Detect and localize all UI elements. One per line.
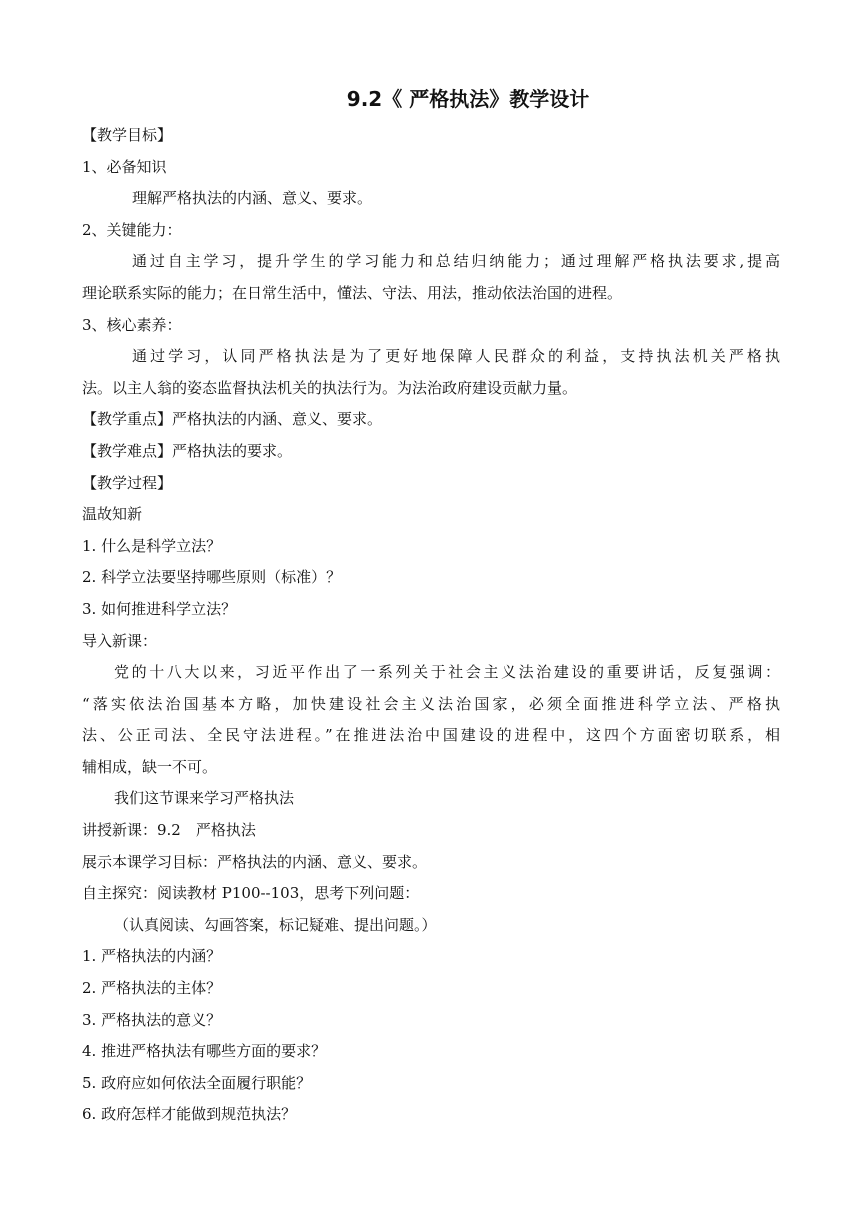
knowledge-text: 理解严格执法的内涵、意义、要求。 [132,189,373,208]
literacy-heading: 3、核心素养： [82,315,182,334]
document-title: 9.2《 严格执法》教学设计 [346,87,590,111]
study-question-3: 3. 严格执法的意义？ [82,1010,222,1029]
intro-heading: 导入新课： [82,631,158,650]
review-question-1: 1. 什么是科学立法？ [82,536,222,555]
study-question-1: 1. 严格执法的内涵？ [82,947,222,966]
ability-text-line-2: 理论联系实际的能力；在日常生活中，懂法、守法、用法，推动依法治国的进程。 [82,283,623,302]
process-heading: 【教学过程】 [82,473,173,492]
study-question-6: 6. 政府怎样才能做到规范执法？ [82,1105,297,1124]
new-lesson: 讲授新课：9.2 严格执法 [82,821,256,840]
learning-objectives: 展示本课学习目标：严格执法的内涵、意义、要求。 [82,852,428,871]
study-question-5: 5. 政府应如何依法全面履行职能？ [82,1073,312,1092]
review-heading: 温故知新 [82,505,143,524]
study-question-2: 2. 严格执法的主体？ [82,979,222,998]
difficulty: 【教学难点】严格执法的要求。 [82,441,293,460]
intro-text-line-1: 党的十八大以来，习近平作出了一系列关于社会主义法治建设的重要讲话，反复强调： [114,663,780,682]
intro-text-line-5: 我们这节课来学习严格执法 [114,789,295,808]
document-body [82,120,780,1131]
review-question-2: 2. 科学立法要坚持哪些原则（标准）？ [82,568,342,587]
goals-heading: 【教学目标】 [82,126,173,144]
review-question-3: 3. 如何推进科学立法？ [82,599,237,618]
literacy-text-line-2: 法。以主人翁的姿态监督执法机关的执法行为。为法治政府建设贡献力量。 [82,378,578,397]
key-point: 【教学重点】严格执法的内涵、意义、要求。 [82,410,383,429]
literacy-text-line-1: 通过学习，认同严格执法是为了更好地保障人民群众的利益，支持执法机关严格执 [132,347,780,366]
knowledge-heading: 1、必备知识 [82,157,167,176]
self-study-note: （认真阅读、勾画答案，标记疑难、提出问题。） [114,915,437,934]
intro-text-line-4: 辅相成，缺一不可。 [82,757,218,776]
ability-heading: 2、关键能力： [82,220,182,239]
self-study: 自主探究：阅读教材 P100--103，思考下列问题： [82,884,420,903]
intro-text-line-2: “落实依法治国基本方略，加快建设社会主义法治国家，必须全面推进科学立法、严格执 [82,694,780,713]
ability-text-line-1: 通过自主学习，提升学生的学习能力和总结归纳能力；通过理解严格执法要求,提高 [132,252,780,271]
study-question-4: 4. 推进严格执法有哪些方面的要求？ [82,1042,327,1061]
intro-text-line-3: 法、公正司法、全民守法进程。”在推进法治中国建设的进程中，这四个方面密切联系，相 [82,726,780,745]
